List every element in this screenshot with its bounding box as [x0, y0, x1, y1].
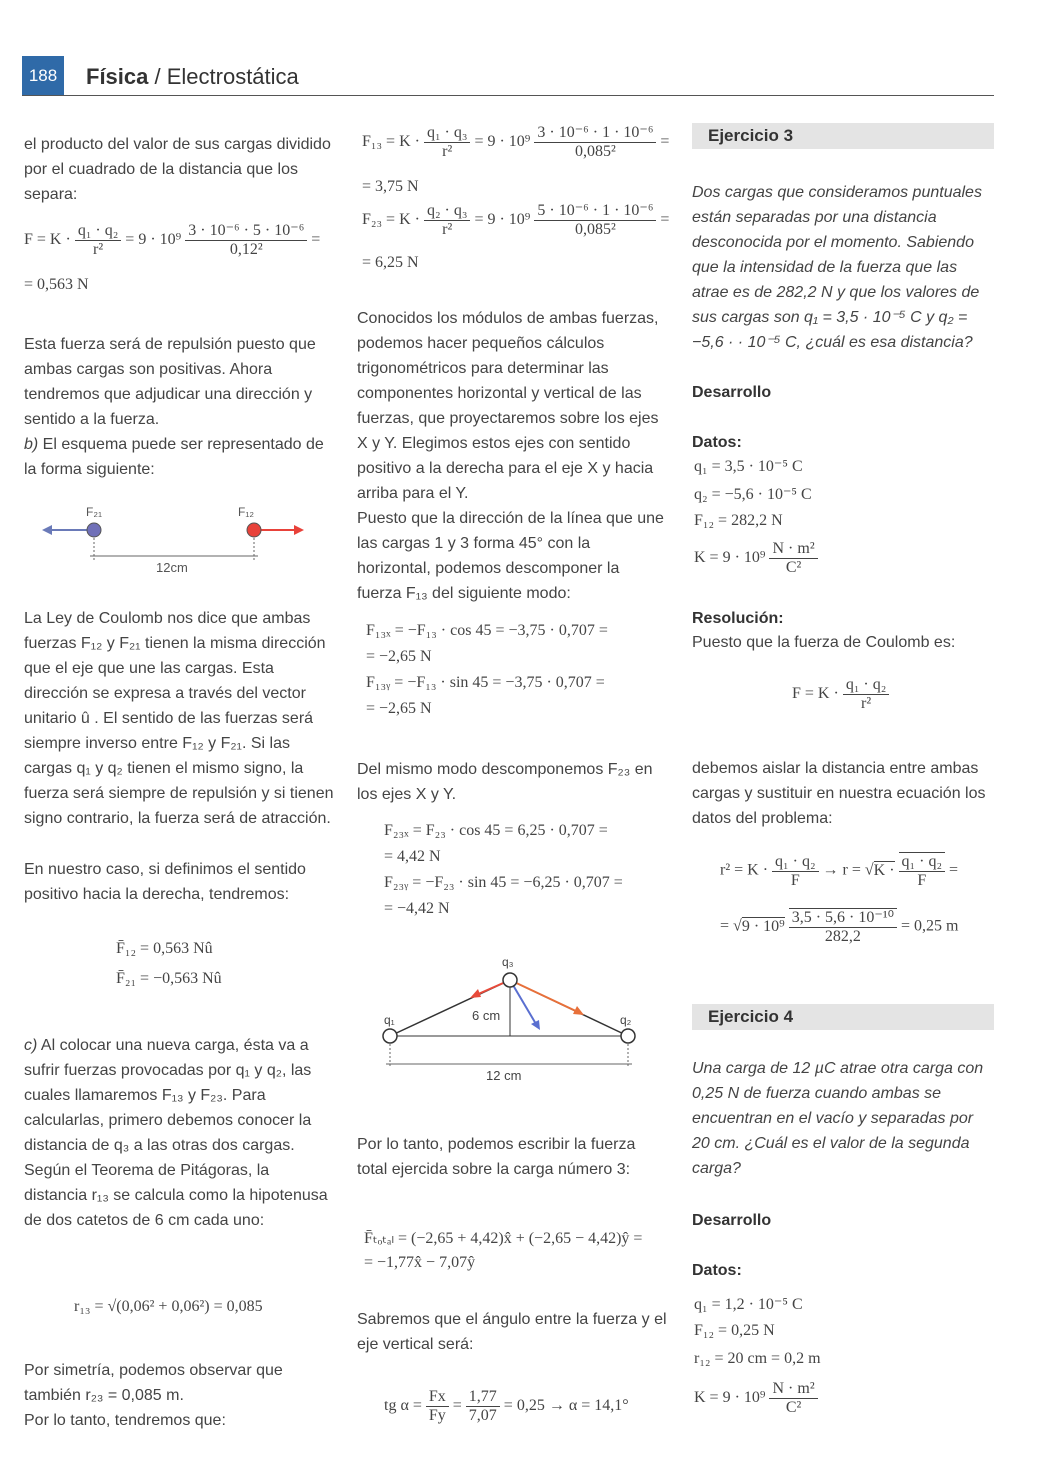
paragraph: Puesto que la fuerza de Coulomb es: — [692, 634, 956, 651]
equation-coulomb: F = K · $\frac{\text{q₁ · q₂}}{\text{r²}}$ = 9 · 10⁹ $\frac{\text{3 · 10⁻⁶ · 5 · 10⁻⁶}}{\text{0,12²}}$ = — [24, 222, 321, 258]
label-f12: F₁₂ — [238, 505, 255, 519]
equation-f13: F₁₃ = K · $\frac{\text{q₁ · q₃}}{\text{r²}}$ = 9 · 10⁹ $\frac{\text{3 · 10⁻⁶ · 1 · 10⁻⁶}}{\text{0,085²}}$ = — [362, 124, 670, 160]
datum-q1: q₁ = 1,2 · 10⁻⁵ C — [694, 1296, 803, 1313]
equation-f23-result: = 6,25 N — [362, 254, 419, 271]
datum-r12: r₁₂ = 20 cm = 0,2 m — [694, 1350, 821, 1367]
equation-angle: tg α = $\frac{Fx}{Fy}$ = $\frac{1,77}{7,07}$ = 0,25 → α = 14,1° — [384, 1388, 629, 1424]
equation-ftotal: F̄ₜₒₜₐₗ = (−2,65 + 4,42)x̂ + (−2,65 − 4,42)ŷ = — [364, 1230, 643, 1247]
paragraph: Puesto que la dirección de la línea que une las cargas 1 y 3 forma 45° con la horizontal, podemos descomponer la fuerza F₁₃ del siguiente modo: — [357, 510, 664, 602]
equation-f23: F₂₃ = K · $\frac{\text{q₂ · q₃}}{\text{r²}}$ = 9 · 10⁹ $\frac{\text{5 · 10⁻⁶ · 1 · 10⁻⁶}}{\text{0,085²}}$ = — [362, 202, 670, 238]
charge-q3 — [503, 973, 517, 987]
datum-k: K = 9 · 10⁹ $\frac{\text{N · m²}}{\text{C²}}$ — [694, 1380, 818, 1417]
charge-q1 — [87, 523, 101, 537]
paragraph: Esta fuerza será de repulsión puesto que ambas cargas son positivas. Ahora tendremos que adjudicar una dirección y sentido a la fuerza. — [24, 336, 316, 428]
datum-q2: q₂ = −5,6 · 10⁻⁵ C — [694, 486, 812, 503]
charge-q2 — [621, 1029, 635, 1043]
vector-f12: F̄₁₂ = 0,563 Nû — [116, 940, 213, 957]
datum-k: K = 9 · 10⁹ $\frac{\text{N · m²}}{\text{C²}}$ — [694, 540, 818, 577]
equation-r-result: = √9 · 10⁹ $\frac{\text{3,5 · 5,6 · 10⁻¹⁰}}{282,2}$ = 0,25 m — [720, 909, 959, 945]
exercise-3-statement: Dos cargas que consideramos puntuales están separadas por una distancia desconocida por el momento. Sabiendo que la intensidad de la fuerza que las atrae es de 282,2 N y que los valores de sus cargas son q₁ = 3,5 · 10⁻⁵ C y q₂ = −5,6 · · 10⁻⁵ C, ¿cuál es esa distancia? — [692, 184, 982, 351]
equation-f13y-result: = −2,65 N — [366, 700, 432, 717]
charge-q1 — [383, 1029, 397, 1043]
section-resolucion: Resolución: — [692, 610, 784, 627]
charge-q2 — [247, 523, 261, 537]
label-q1: q₁ — [384, 1013, 395, 1027]
page-header: Física / Electrostática — [86, 64, 299, 89]
section-datos: Datos: — [692, 434, 742, 451]
equation-r13: r₁₃ = √(0,06² + 0,06²) = 0,085 — [74, 1298, 263, 1315]
equation-f23y: F₂₃ᵧ = −F₂₃ · sin 45 = −6,25 · 0,707 = — [384, 874, 623, 891]
arrow-f12-head — [294, 525, 304, 535]
equation-coulomb: F = K · $\frac{\text{q₁ · q₂}}{\text{r²}}$ — [792, 676, 889, 713]
equation-r: r² = K · $\frac{\text{q₁ · q₂}}{F}$ → r = √K · $\frac{\text{q₁ · q₂}}{F}$ = — [720, 852, 959, 889]
label-q3: q₃ — [502, 955, 514, 969]
section-desarrollo: Desarrollo — [692, 1212, 772, 1229]
topic: Electrostática — [166, 64, 299, 89]
section-datos: Datos: — [692, 1262, 742, 1279]
paragraph: Por lo tanto, tendremos que: — [24, 1412, 226, 1429]
equation-f23x: F₂₃ₓ = F₂₃ · cos 45 = 6,25 · 0,707 = — [384, 822, 608, 839]
arrow-f13-head — [470, 989, 481, 998]
header-rule — [22, 95, 994, 96]
equation-f13y: F₁₃ᵧ = −F₁₃ · sin 45 = −3,75 · 0,707 = — [366, 674, 605, 691]
paragraph: Conocidos los módulos de ambas fuerzas, podemos hacer pequeños cálculos trigonométricos para determinar las componentes horizontal y vertical de las fuerzas, que proyectaremos sobre los ejes X y Y. Elegimos estos ejes con sentido positivo a la derecha para el eje X y hacia arriba para el Y. — [357, 310, 659, 502]
paragraph: c) Al colocar una nueva carga, ésta va a sufrir fuerzas provocadas por q₁ y q₂, las cuales llamaremos F₁₃ y F₂₃. Para calcularlas, primero debemos conocer la distancia de q₃ a las otras dos cargas. Según el Teorema de Pitágoras, la distancia r₁₃ se calcula como la hipotenusa de dos catetos de 6 cm cada uno: — [24, 1037, 328, 1229]
exercise-4-title: Ejercicio 4 — [708, 1007, 794, 1026]
exercise-4-title-bar — [692, 1004, 994, 1030]
equation-f13x: F₁₃ₓ = −F₁₃ · cos 45 = −3,75 · 0,707 = — [366, 622, 608, 639]
page-number: 188 — [22, 56, 64, 96]
label-height: 6 cm — [472, 1008, 501, 1023]
paragraph: Por lo tanto, podemos escribir la fuerza total ejercida sobre la carga número 3: — [357, 1136, 636, 1178]
equation-f23x-result: = 4,42 N — [384, 848, 441, 865]
label-distance: 12cm — [156, 560, 188, 575]
datum-f12: F₁₂ = 282,2 N — [694, 512, 783, 529]
exercise-4-statement: Una carga de 12 µC atrae otra carga con 0,25 N de fuerza cuando ambas se encuentran en el vacío y separadas por 20 cm. ¿Cuál es el valor de la segunda carga? — [692, 1060, 984, 1177]
paragraph: Sabremos que el ángulo entre la fuerza y el eje vertical será: — [357, 1311, 667, 1353]
paragraph: el producto del valor de sus cargas dividido por el cuadrado de la distancia que los separa: — [24, 136, 331, 203]
paragraph: Por simetría, podemos observar que también r₂₃ = 0,085 m. — [24, 1362, 283, 1404]
equation-result: = 0,563 N — [24, 276, 89, 293]
equation-f13x-result: = −2,65 N — [366, 648, 432, 665]
paragraph: La Ley de Coulomb nos dice que ambas fuerzas F₁₂ y F₂₁ tienen la misma dirección que el eje que une las cargas. Esta dirección se expresa a través del vector unitario û . El sentido de las fuerzas será siempre inverso entre F₁₂ y F₂₁. Si las cargas q₁ y q₂ tienen el mismo signo, la fuerza será siempre de repulsión y si tienen signo contrario, la fuerza será de atracción. — [24, 610, 334, 827]
vector-f21: F̄₂₁ = −0,563 Nû — [116, 970, 222, 987]
equation-ftotal-result: = −1,77x̂ − 7,07ŷ — [364, 1254, 476, 1271]
exercise-3-title-bar — [692, 123, 994, 149]
label-f21: F₂₁ — [86, 505, 103, 519]
arrow-f21-head — [42, 525, 52, 535]
diagram-two-charges — [30, 498, 320, 582]
datum-f12: F₁₂ = 0,25 N — [694, 1322, 775, 1339]
equation-f13-result: = 3,75 N — [362, 178, 419, 195]
paragraph: b) El esquema puede ser representado de la forma siguiente: — [24, 436, 324, 478]
label-q2: q₂ — [620, 1013, 632, 1027]
subject: Física — [86, 64, 149, 89]
paragraph: En nuestro caso, si definimos el sentido positivo hacia la derecha, tendremos: — [24, 861, 306, 903]
exercise-3-title: Ejercicio 3 — [708, 126, 794, 145]
section-desarrollo: Desarrollo — [692, 384, 772, 401]
diagram-three-charges — [370, 950, 650, 1090]
paragraph: debemos aislar la distancia entre ambas cargas y sustituir en nuestra ecuación los datos del problema: — [692, 760, 986, 827]
equation-f23y-result: = −4,42 N — [384, 900, 450, 917]
paragraph: Del mismo modo descomponemos F₂₃ en los ejes X y Y. — [357, 761, 653, 803]
label-base: 12 cm — [486, 1068, 522, 1083]
datum-q1: q₁ = 3,5 · 10⁻⁵ C — [694, 458, 803, 475]
